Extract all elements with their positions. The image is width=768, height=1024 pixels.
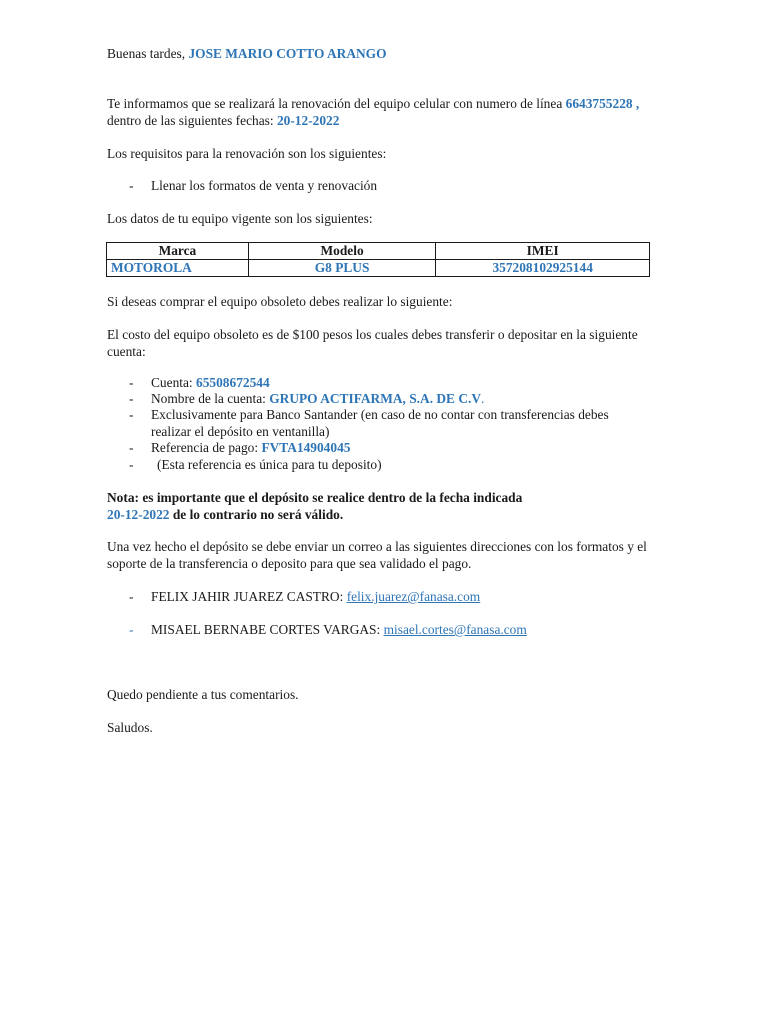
note-paragraph xyxy=(107,490,667,523)
header-imei: IMEI xyxy=(436,243,650,260)
list-dash: - xyxy=(129,622,134,637)
list-dash: - xyxy=(129,178,134,193)
cell-marca: MOTOROLA xyxy=(107,260,249,277)
equipment-title: Los datos de tu equipo vigente son los siguientes: xyxy=(107,211,373,226)
note-date: 20-12-2022 xyxy=(107,506,170,522)
account-name-dot: . xyxy=(481,391,485,406)
requirements-title: Los requisitos para la renovación son los siguientes: xyxy=(107,146,387,161)
contacts-intro: Una vez hecho el depósito se debe enviar un correo a las siguientes direcciones con los formatos y el soporte de la transferencia o deposito para que sea validado el pago. xyxy=(107,539,647,571)
contact-email-link[interactable]: felix.juarez@fanasa.com xyxy=(346,589,481,604)
contact-name: FELIX JAHIR JUAREZ CASTRO: xyxy=(151,589,344,604)
greeting-line xyxy=(107,46,667,63)
list-dash: - xyxy=(129,589,134,604)
account-name-value: GRUPO ACTIFARMA, S.A. DE C.V xyxy=(269,391,482,406)
phone-number: 6643755228 , xyxy=(565,96,640,111)
table-row xyxy=(107,260,650,277)
cell-modelo: G8 PLUS xyxy=(248,260,436,277)
header-marca: Marca xyxy=(107,243,249,260)
intro-text-2: dentro de las siguientes fechas: xyxy=(107,112,274,128)
list-dash: - xyxy=(129,457,134,472)
requirement-item-text: Llenar los formatos de venta y renovación xyxy=(151,178,378,193)
cell-imei: 357208102925144 xyxy=(436,260,650,277)
intro-text-1: Te informamos que se realizará la renovación del equipo celular con numero de línea xyxy=(107,96,563,111)
contact-email-link[interactable]: misael.cortes@fanasa.com xyxy=(383,622,527,637)
list-dash: - xyxy=(129,407,134,422)
cost-paragraph: El costo del equipo obsoleto es de $100 pesos los cuales debes transferir o depositar en la siguiente cuenta: xyxy=(107,327,638,359)
list-dash: - xyxy=(129,391,134,406)
greeting-prefix: Buenas tardes, xyxy=(107,46,186,61)
table-header-row xyxy=(107,243,650,260)
intro-paragraph xyxy=(107,96,667,129)
reference-note: (Esta referencia es única para tu deposito) xyxy=(157,457,382,472)
recipient-name: JOSE MARIO COTTO ARANGO xyxy=(188,46,387,61)
note-line-1: Nota: es importante que el depósito se realice dentro de la fecha indicada xyxy=(107,490,523,505)
purchase-title: Si deseas comprar el equipo obsoleto debes realizar lo siguiente: xyxy=(107,294,453,309)
header-modelo: Modelo xyxy=(248,243,436,260)
closing-regards: Saludos. xyxy=(107,720,153,735)
renewal-date: 20-12-2022 xyxy=(276,112,340,128)
closing-pending: Quedo pendiente a tus comentarios. xyxy=(107,687,299,702)
reference-value: FVTA14904045 xyxy=(261,440,351,455)
contact-name: MISAEL BERNABE CORTES VARGAS: xyxy=(151,622,381,637)
account-value: 65508672544 xyxy=(196,375,270,390)
account-label: Cuenta: xyxy=(151,375,193,390)
list-dash: - xyxy=(129,440,134,455)
list-dash: - xyxy=(129,375,134,390)
note-line-2: de lo contrario no será válido. xyxy=(172,506,344,522)
account-name-label: Nombre de la cuenta: xyxy=(151,391,266,406)
equipment-table xyxy=(106,242,650,277)
bank-text: Exclusivamente para Banco Santander (en caso de no contar con transferencias debes realizar el depósito en ventanilla) xyxy=(151,407,609,439)
reference-label: Referencia de pago: xyxy=(151,440,259,455)
